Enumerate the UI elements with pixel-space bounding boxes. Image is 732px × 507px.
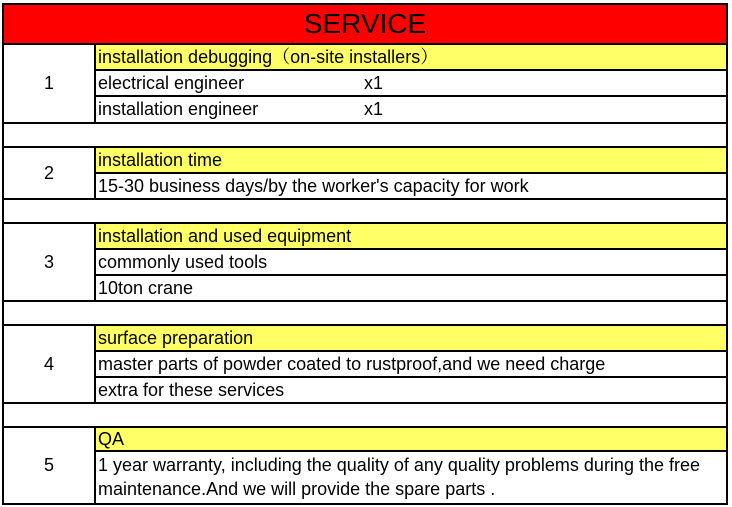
section-header: installation and used equipment [96, 224, 726, 250]
list-item [96, 97, 726, 122]
item-value: x1 [364, 99, 384, 119]
spacer-row [4, 302, 726, 326]
section-header: installation debugging（on-site installers） [96, 45, 726, 71]
list-item: master parts of powder coated to rustproof,and we need charge [96, 352, 726, 378]
list-item: 10ton crane [98, 278, 194, 298]
section-header: surface preparation [96, 326, 726, 352]
list-item: 15-30 business days/by the worker's capacity for work [98, 176, 529, 196]
section-2 [4, 148, 726, 200]
section-number: 3 [4, 224, 96, 300]
item-label: installation engineer [98, 99, 259, 119]
list-item [96, 71, 726, 97]
spacer-row [4, 124, 726, 148]
section-number: 4 [4, 326, 96, 402]
table-title: SERVICE [4, 5, 726, 45]
section-1 [4, 45, 726, 124]
list-item: commonly used tools [96, 250, 726, 276]
spacer-row [4, 404, 726, 428]
spacer-row [4, 200, 726, 224]
service-table [2, 3, 728, 505]
item-value: x1 [364, 73, 384, 93]
section-3 [4, 224, 726, 302]
section-4 [4, 326, 726, 404]
section-header: QA [96, 428, 726, 452]
section-header: installation time [96, 148, 726, 174]
item-label: electrical engineer [98, 73, 245, 93]
section-number: 5 [4, 428, 96, 503]
section-number: 2 [4, 148, 96, 198]
section-number: 1 [4, 45, 96, 122]
list-item: 1 year warranty, including the quality of any quality problems during the free maintenance.And we will provide the spare parts . [98, 455, 700, 499]
list-item: extra for these services [98, 380, 285, 400]
section-5 [4, 428, 726, 503]
